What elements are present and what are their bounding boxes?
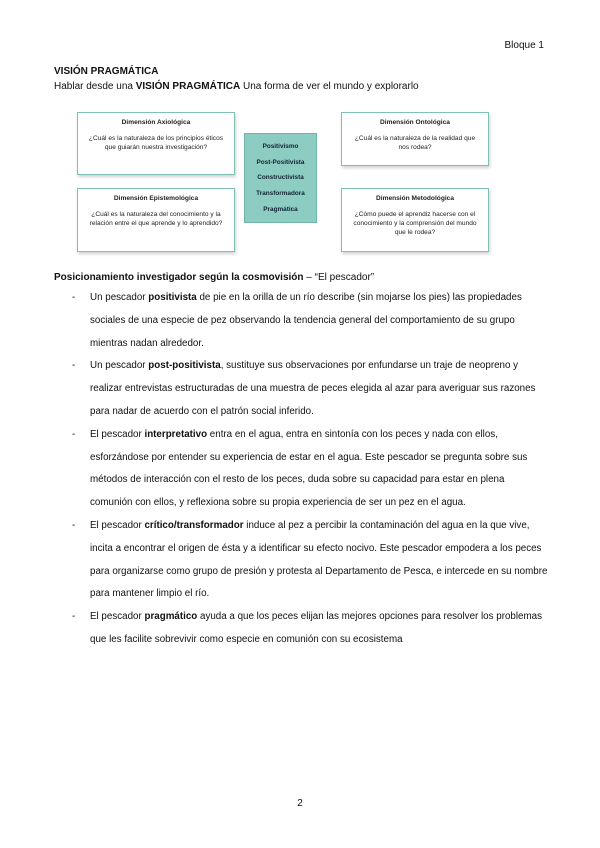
list-item	[72, 606, 548, 652]
positioning-title-bold: Posicionamiento investigador según la cosmovisión	[54, 272, 304, 283]
dash-marker: -	[72, 428, 76, 440]
item-post: , sustituye sus observaciones por enfundarse un traje de neopreno y realizar entrevistas estructuradas de una muestra de peces elegida al azar para averiguar sus razones para nadar de acuerdo con el patrón social inferido.	[90, 360, 536, 417]
list-item	[72, 355, 548, 423]
fisherman-list	[72, 287, 548, 652]
paradigm-list	[244, 133, 317, 223]
dimension-axiologica-box	[77, 112, 235, 175]
item-post: induce al pez a percibir la contaminación del agua en la que vive, incita a encontrar el origen de ésta y a identificar su efecto nocivo. Este pescador empodera a los peces para organizarse como grupo de presión y protesta al Departamento de Pesca, e intercede en su nombre para mantener limpio el río.	[90, 519, 548, 600]
subtitle-bold: VISIÓN PRAGMÁTICA	[135, 81, 241, 92]
dash-marker: -	[72, 519, 76, 531]
item-pre: Un pescador	[90, 360, 149, 372]
dimension-axiologica-question: ¿Cuál es la naturaleza de los principios éticos que guiarán nuestra investigación?	[88, 134, 224, 151]
list-item	[72, 287, 548, 355]
dash-marker: -	[72, 360, 76, 372]
dimension-epistemologica-title: Dimensión Epistemológica	[113, 195, 199, 202]
item-post: de pie en la orilla de un río describe (sin mojarse los pies) las propiedades sociales de una especie de pez observando la tendencia general del comportamiento de su grupo mientras nadan alrededor.	[90, 292, 522, 349]
item-pre: El pescador	[90, 428, 145, 440]
item-bold: pragmático	[144, 611, 198, 623]
paradigm-item: Transformadora	[256, 190, 305, 198]
dimension-metodologica-title: Dimensión Metodológica	[375, 195, 455, 202]
positioning-title-rest: – “El pescador”	[303, 272, 375, 283]
dimension-ontologica-title: Dimensión Ontológica	[380, 119, 450, 126]
item-pre: El pescador	[90, 519, 145, 531]
section-title: VISIÓN PRAGMÁTICA	[54, 66, 159, 77]
item-bold: post-positivista	[148, 360, 221, 372]
item-pre: Un pescador	[90, 292, 149, 303]
block-label: Bloque 1	[504, 40, 544, 51]
dimension-epistemologica-box	[77, 188, 235, 252]
item-pre: El pescador	[90, 611, 145, 623]
paradigm-item: Constructivista	[257, 174, 304, 182]
item-bold: interpretativo	[144, 428, 208, 440]
paradigm-item: Post-Positivista	[256, 158, 305, 166]
dimension-metodologica-question: ¿Cómo puede el aprendiz hacerse con el conocimiento y la comprensión del mundo que le rodea?	[353, 210, 477, 236]
dimension-ontologica-question: ¿Cuál es la naturaleza de la realidad que nos rodea?	[354, 134, 476, 151]
item-bold: crítico/transformador	[144, 519, 244, 531]
dash-marker: -	[72, 292, 76, 303]
page-number: 2	[297, 798, 303, 809]
paradigm-item: Positivismo	[262, 142, 299, 150]
dash-marker: -	[72, 611, 76, 623]
list-item	[72, 515, 548, 606]
dimension-metodologica-box	[341, 188, 489, 252]
paradigm-item: Pragmática	[263, 206, 298, 214]
subtitle-post: Una forma de ver el mundo y explorarlo	[240, 81, 419, 92]
positioning-title	[54, 272, 374, 283]
dimension-ontologica-box	[341, 112, 489, 166]
item-post: entra en el agua, entra en sintonía con los peces y nada con ellos, esforzándose por entender su experiencia de estar en el agua. Este pescador se pregunta sobre sus métodos de interacción con el resto de los peces, duda sobre su capacidad para estar en plena comunión con ellos, y reflexiona sobre su propia experiencia de ser un pez en el agua.	[90, 428, 528, 509]
section-subtitle	[54, 81, 419, 92]
item-bold: positivista	[148, 292, 197, 303]
subtitle-pre: Hablar desde una	[54, 81, 136, 92]
item-post: ayuda a que los peces elijan las mejores opciones para resolver los problemas que les facilite sobrevivir como especie en comunión con su ecosistema	[90, 611, 542, 645]
list-item	[72, 424, 548, 515]
dimension-axiologica-title: Dimensión Axiológica	[121, 119, 191, 126]
dimension-epistemologica-question: ¿Cuál es la naturaleza del conocimiento y la relación entre el que aprende y lo aprendido?	[89, 210, 223, 227]
